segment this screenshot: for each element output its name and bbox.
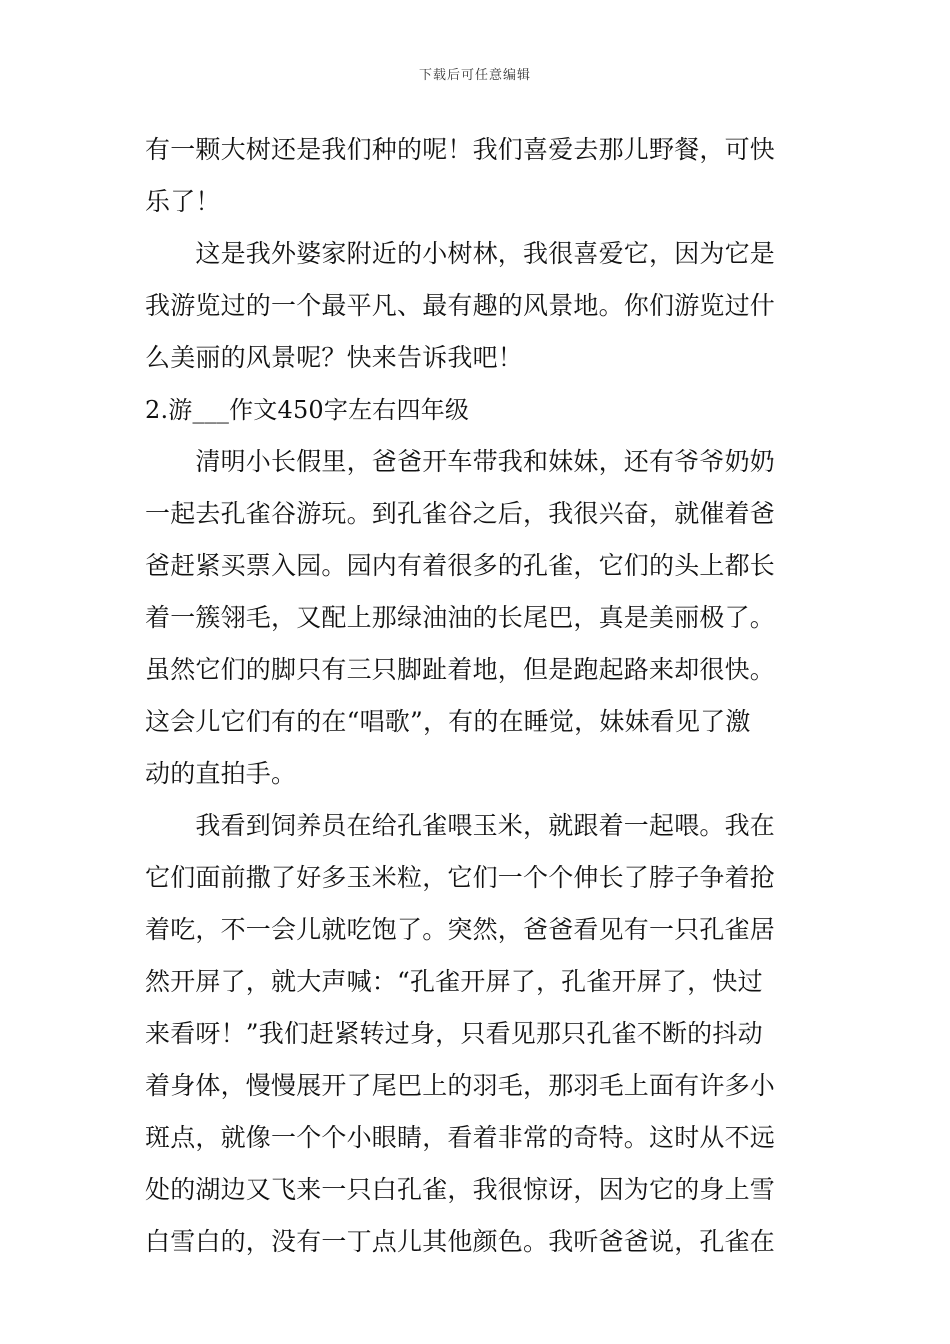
text-line: 一起去孔雀谷游玩。到孔雀谷之后，我很兴奋，就催着爸 [145,499,776,528]
text-line: 来看呀！”我们赶紧转过身，只看见那只孔雀不断的抖动 [145,1019,763,1048]
text-line: 我游览过的一个最平凡、最有趣的风景地。你们游览过什 [145,291,776,320]
text-line: 然开屏了，就大声喊：“孔雀开屏了，孔雀开屏了，快过 [145,967,763,996]
text-line: 白雪白的，没有一丁点儿其他颜色。我听爸爸说，孔雀在 [145,1227,776,1256]
text-line: 着吃，不一会儿就吃饱了。突然，爸爸看见有一只孔雀居 [145,915,776,944]
text-line: 虽然它们的脚只有三只脚趾着地，但是跑起路来却很快。 [145,655,776,684]
text-line: 乐了！ [145,187,221,216]
text-line: 着身体，慢慢展开了尾巴上的羽毛，那羽毛上面有许多小 [145,1071,776,1100]
text-line: 着一簇翎毛，又配上那绿油油的长尾巴，真是美丽极了。 [145,603,776,632]
text-line: 这是我外婆家附近的小树林，我很喜爱它，因为它是 [145,239,776,268]
text-line: 么美丽的风景呢？快来告诉我吧！ [145,343,524,372]
text-line: 有一颗大树还是我们种的呢！我们喜爱去那儿野餐，可快 [145,135,776,164]
text-line: 斑点，就像一个个小眼睛，看着非常的奇特。这时从不远 [145,1123,776,1152]
section-heading: 2.游___作文450字左右四年级 [145,396,470,424]
text-line: 我看到饲养员在给孔雀喂玉米，就跟着一起喂。我在 [145,811,776,840]
text-line: 这会儿它们有的在“唱歌”，有的在睡觉，妹妹看见了激 [145,707,751,736]
text-line: 动的直拍手。 [145,759,297,788]
text-line: 清明小长假里，爸爸开车带我和妹妹，还有爷爷奶奶 [145,447,776,476]
text-line: 它们面前撒了好多玉米粒，它们一个个伸长了脖子争着抢 [145,863,776,892]
page-header: 下载后可任意编辑 [418,68,531,83]
document-body [145,124,807,1268]
text-line: 处的湖边又飞来一只白孔雀，我很惊讶，因为它的身上雪 [145,1175,776,1204]
text-line: 爸赶紧买票入园。园内有着很多的孔雀，它们的头上都长 [145,551,776,580]
